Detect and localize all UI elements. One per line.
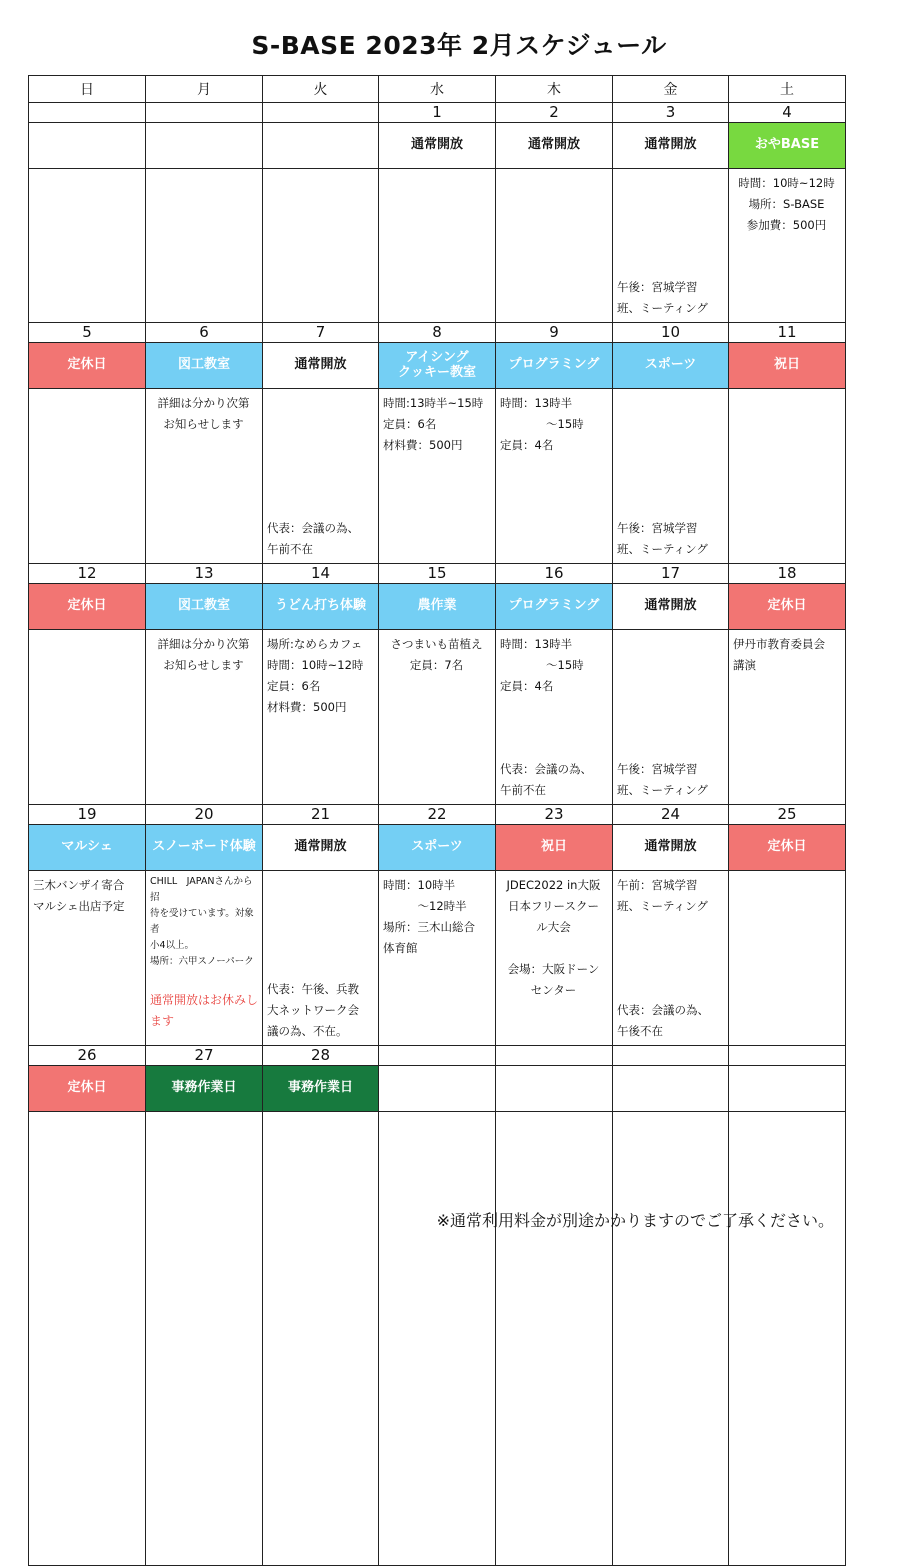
schedule-calendar (28, 75, 846, 1566)
date-number: 20 (146, 805, 263, 825)
day-details-inner (379, 1112, 495, 1565)
event-label (729, 584, 846, 630)
day-details (729, 169, 846, 323)
date-number-row (29, 1046, 846, 1066)
event-label (496, 584, 613, 630)
event-text: 通常開放 (410, 137, 463, 153)
detail-text: 伊丹市教育委員会 講演 (733, 637, 825, 672)
day-details (613, 389, 729, 564)
day-details (613, 169, 729, 323)
bottom-note: 代表：会議の為、 午後不在 (617, 1003, 709, 1038)
event-label (29, 343, 146, 389)
day-details (263, 169, 379, 323)
date-number (263, 103, 379, 123)
date-number: 26 (29, 1046, 146, 1066)
day-details-inner (263, 1112, 378, 1565)
bottom-note: 代表：午後、兵教 大ネットワーク会 議の為、不在。 (267, 982, 359, 1038)
day-details-inner (379, 871, 495, 1045)
date-number: 3 (613, 103, 729, 123)
date-number: 7 (263, 323, 379, 343)
detail-text: 時間：13時半 ～15時 定員：4名 (500, 396, 584, 452)
event-text: アイシング クッキー教室 (397, 349, 476, 380)
date-number: 17 (613, 564, 729, 584)
event-label (146, 825, 263, 871)
bottom-note: 午後：宮城学習 班、ミーティング (617, 280, 708, 315)
event-label (613, 343, 729, 389)
day-details (146, 871, 263, 1046)
day-details (729, 630, 846, 805)
day-details (729, 389, 846, 564)
day-details (263, 630, 379, 805)
date-number: 25 (729, 805, 846, 825)
day-details (496, 630, 613, 805)
day-details-inner (613, 389, 728, 563)
closure-notice: 通常開放はお休みし ます (150, 993, 259, 1028)
day-details (613, 871, 729, 1046)
event-text: おやBASE (754, 137, 820, 153)
details-row (29, 871, 846, 1046)
weekday-header-row (29, 76, 846, 103)
weekday-header: 火 (263, 76, 379, 103)
day-details-inner (146, 871, 262, 1045)
day-details-inner (146, 389, 262, 563)
day-details-inner (729, 1112, 845, 1565)
event-label (146, 1066, 263, 1112)
day-details-inner (729, 389, 845, 563)
event-text: スノーボード体験 (152, 839, 256, 855)
event-text: 祝日 (540, 839, 567, 855)
date-number (29, 103, 146, 123)
event-label (29, 584, 146, 630)
day-details-inner (379, 389, 495, 563)
date-number: 24 (613, 805, 729, 825)
date-number (613, 1046, 729, 1066)
event-label (263, 343, 379, 389)
event-text: 定休日 (67, 1080, 107, 1096)
day-details (146, 1112, 263, 1566)
day-details (379, 169, 496, 323)
day-details-inner (263, 389, 378, 563)
detail-text: 三木バンザイ寄合 マルシェ出店予定 (33, 878, 125, 913)
date-number: 6 (146, 323, 263, 343)
date-number: 28 (263, 1046, 379, 1066)
date-number: 11 (729, 323, 846, 343)
event-label (613, 123, 729, 169)
date-number: 2 (496, 103, 613, 123)
detail-text: 場所:なめらカフェ 時間：10時~12時 定員：6名 材料費：500円 (267, 637, 364, 714)
date-number-row (29, 805, 846, 825)
day-details (146, 630, 263, 805)
event-row (29, 123, 846, 169)
event-label (29, 1066, 146, 1112)
day-details-inner (29, 169, 145, 322)
day-details-inner (496, 871, 612, 1045)
date-number-row (29, 564, 846, 584)
date-number: 9 (496, 323, 613, 343)
details-row (29, 630, 846, 805)
event-text: 通常開放 (644, 839, 697, 855)
date-number: 13 (146, 564, 263, 584)
day-details (496, 169, 613, 323)
day-details (29, 169, 146, 323)
day-details-inner (379, 630, 495, 804)
footer-note: ※通常利用料金が別途かかりますのでご了承ください。 (436, 1211, 834, 1230)
event-text: 事務作業日 (287, 1080, 353, 1096)
weekday-header: 水 (379, 76, 496, 103)
day-details (729, 871, 846, 1046)
date-number: 1 (379, 103, 496, 123)
weekday-header: 土 (729, 76, 846, 103)
day-details-inner (146, 630, 262, 804)
event-text: 事務作業日 (171, 1080, 237, 1096)
day-details (496, 1112, 613, 1566)
event-text: マルシェ (61, 839, 113, 855)
event-label (613, 1066, 729, 1112)
date-number: 18 (729, 564, 846, 584)
event-label (496, 343, 613, 389)
date-number: 10 (613, 323, 729, 343)
day-details (379, 871, 496, 1046)
event-label (379, 1066, 496, 1112)
day-details-inner (146, 169, 262, 322)
day-details-inner (729, 630, 845, 804)
weekday-header: 金 (613, 76, 729, 103)
day-details-inner (29, 1112, 145, 1565)
event-label (263, 123, 379, 169)
day-details-inner (729, 871, 845, 1045)
date-number: 8 (379, 323, 496, 343)
date-number: 19 (29, 805, 146, 825)
day-details (29, 630, 146, 805)
event-text: 通常開放 (644, 598, 697, 614)
day-details (29, 389, 146, 564)
event-text: スポーツ (644, 357, 697, 373)
event-label (379, 343, 496, 389)
day-details (29, 871, 146, 1046)
day-details-inner (263, 630, 378, 804)
event-label (729, 343, 846, 389)
event-text: 祝日 (773, 357, 800, 373)
event-label (496, 123, 613, 169)
date-number (379, 1046, 496, 1066)
event-label (29, 123, 146, 169)
date-number: 23 (496, 805, 613, 825)
details-row (29, 389, 846, 564)
detail-text: 時間:13時半~15時 定員：6名 材料費：500円 (383, 396, 484, 452)
day-details (379, 389, 496, 564)
event-text: うどん打ち体験 (274, 598, 366, 614)
weekday-header: 日 (29, 76, 146, 103)
day-details-inner (379, 169, 495, 322)
date-number: 12 (29, 564, 146, 584)
date-number (729, 1046, 846, 1066)
details-row (29, 1112, 846, 1566)
event-text: プログラミング (508, 598, 600, 614)
day-details (263, 1112, 379, 1566)
event-label (146, 123, 263, 169)
day-details-inner (729, 169, 845, 322)
event-label (379, 584, 496, 630)
event-text: 通常開放 (527, 137, 580, 153)
day-details (496, 389, 613, 564)
event-text: プログラミング (508, 357, 600, 373)
event-label (29, 825, 146, 871)
event-label (496, 825, 613, 871)
date-number (146, 103, 263, 123)
bottom-note: 代表：会議の為、 午前不在 (267, 521, 359, 556)
event-label (379, 123, 496, 169)
date-number: 21 (263, 805, 379, 825)
date-number-row (29, 323, 846, 343)
date-number: 27 (146, 1046, 263, 1066)
event-label (263, 1066, 379, 1112)
detail-text: 時間：13時半 ～15時 定員：4名 (500, 637, 584, 693)
detail-text: 詳細は分かり次第 お知らせします (157, 396, 250, 431)
event-text: 定休日 (767, 598, 807, 614)
detail-text: 午前：宮城学習 班、ミーティング (617, 878, 708, 913)
detail-text: 詳細は分かり次第 お知らせします (157, 637, 250, 672)
event-label (379, 825, 496, 871)
event-text: 図工教室 (177, 357, 230, 373)
date-number: 22 (379, 805, 496, 825)
day-details-inner (496, 630, 612, 804)
details-row (29, 169, 846, 323)
weekday-header: 月 (146, 76, 263, 103)
date-number: 15 (379, 564, 496, 584)
event-label (263, 584, 379, 630)
day-details (146, 389, 263, 564)
day-details (613, 1112, 729, 1566)
day-details-inner (29, 389, 145, 563)
bottom-note: 代表：会議の為、 午前不在 (500, 762, 592, 797)
event-text: 農作業 (417, 598, 457, 614)
day-details-inner (496, 1112, 612, 1565)
day-details-inner (613, 871, 728, 1045)
date-number: 16 (496, 564, 613, 584)
event-text: 図工教室 (177, 598, 230, 614)
event-label (146, 343, 263, 389)
day-details (263, 389, 379, 564)
day-details-inner (263, 871, 378, 1045)
event-row (29, 584, 846, 630)
event-label (729, 825, 846, 871)
day-details-inner (613, 1112, 728, 1565)
event-row (29, 343, 846, 389)
event-label (496, 1066, 613, 1112)
detail-text: 時間：10時~12時 場所：S-BASE 参加費：500円 (738, 176, 835, 232)
bottom-note: 午後：宮城学習 班、ミーティング (617, 521, 708, 556)
event-row (29, 825, 846, 871)
day-details-inner (613, 169, 728, 322)
weekday-header: 木 (496, 76, 613, 103)
day-details (29, 1112, 146, 1566)
day-details (613, 630, 729, 805)
day-details (496, 871, 613, 1046)
day-details (379, 1112, 496, 1566)
day-details-inner (29, 871, 145, 1045)
detail-text: CHILL JAPANさんから招 待を受けています。対象者 小4以上。 場所：六甲スノーパーク (150, 876, 254, 967)
day-details (263, 871, 379, 1046)
event-label (729, 123, 846, 169)
date-number (496, 1046, 613, 1066)
day-details-inner (496, 169, 612, 322)
event-row (29, 1066, 846, 1112)
date-number: 14 (263, 564, 379, 584)
date-number: 4 (729, 103, 846, 123)
bottom-note: 午後：宮城学習 班、ミーティング (617, 762, 708, 797)
day-details-inner (29, 630, 145, 804)
event-label (613, 584, 729, 630)
day-details-inner (496, 389, 612, 563)
detail-text: さつまいも苗植え 定員：7名 (390, 637, 483, 672)
event-text: 通常開放 (294, 839, 347, 855)
event-text: 定休日 (67, 598, 107, 614)
day-details-inner (146, 1112, 262, 1565)
detail-text: 時間：10時半 ～12時半 場所：三木山総合 体育館 (383, 878, 475, 955)
event-text: 定休日 (67, 357, 107, 373)
event-label (146, 584, 263, 630)
day-details (379, 630, 496, 805)
event-text: 通常開放 (294, 357, 347, 373)
date-number-row (29, 103, 846, 123)
event-text: 定休日 (767, 839, 807, 855)
event-label (613, 825, 729, 871)
event-label (263, 825, 379, 871)
day-details (146, 169, 263, 323)
day-details (729, 1112, 846, 1566)
date-number: 5 (29, 323, 146, 343)
event-text: 通常開放 (644, 137, 697, 153)
event-text: スポーツ (411, 839, 463, 855)
page-title: S-BASE 2023年 2月スケジュール (251, 31, 667, 60)
detail-text: JDEC2022 in大阪 日本フリースクー ル大会 会場：大阪ドーン センター (506, 878, 601, 997)
day-details-inner (613, 630, 728, 804)
event-label (729, 1066, 846, 1112)
day-details-inner (263, 169, 378, 322)
